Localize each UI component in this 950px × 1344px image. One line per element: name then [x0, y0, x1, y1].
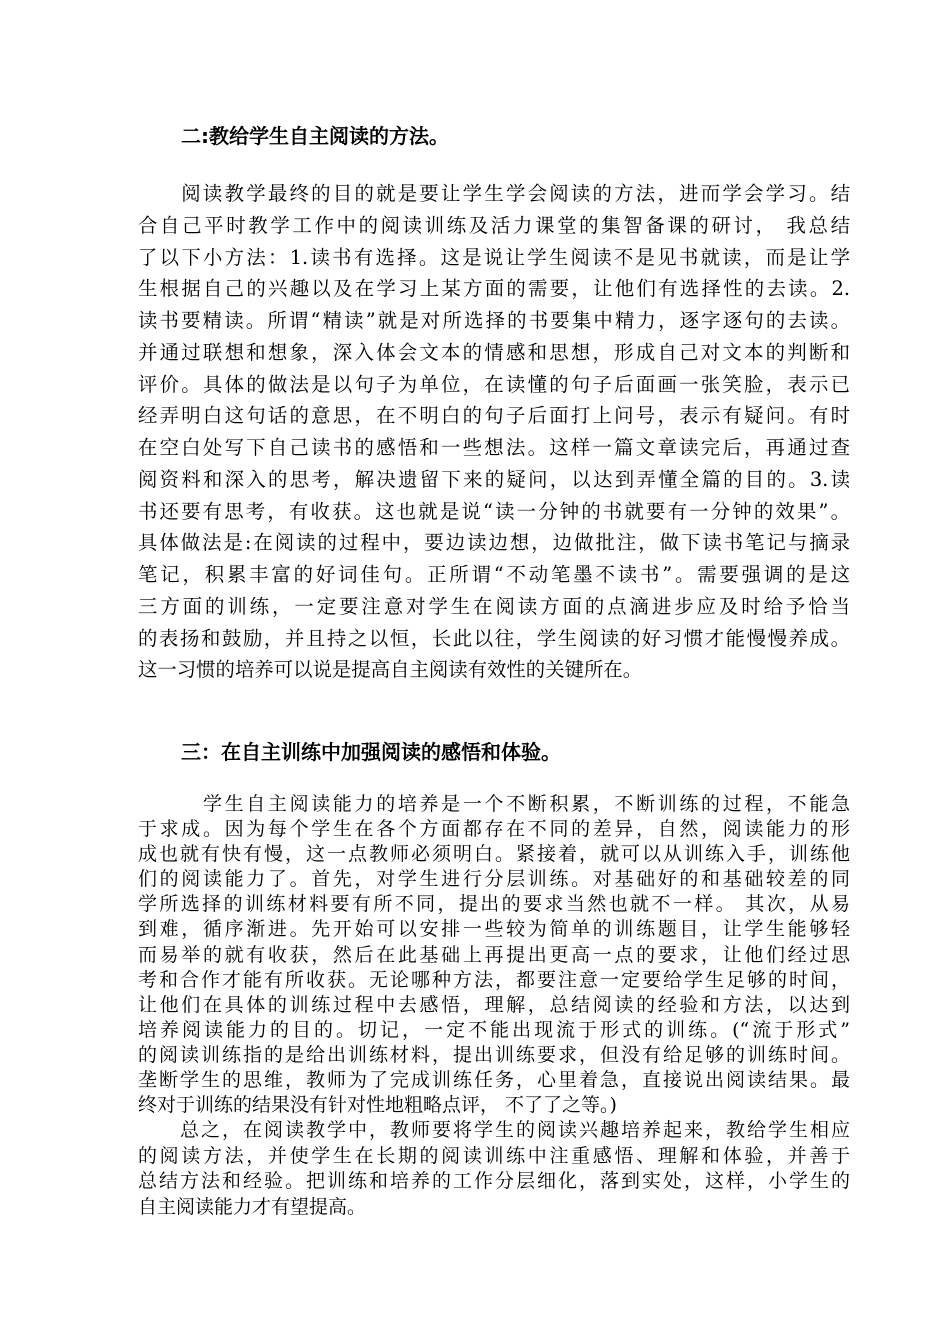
- paragraph-line: 让他们在具体的训练过程中去感悟，理解，总结阅读的经验和方法，以达到: [138, 993, 850, 1016]
- paragraph-line: 总结方法和经验。把训练和培养的工作分层细化，落到实处，这样，小学生的: [138, 1170, 850, 1193]
- paragraph-line: 学生自主阅读能力的培养是一个不断积累，不断训练的过程，不能急: [138, 793, 850, 815]
- paragraph-line: 考和合作才能有所收获。无论哪种方法，都要注意一定要给学生足够的时间，: [138, 968, 850, 991]
- conclusion-paragraph: [138, 1118, 850, 1220]
- paragraph-line: 们的阅读能力了。首先，对学生进行分层训练。对基础好的和基础较差的同: [138, 868, 850, 891]
- paragraph-line: 自主阅读能力才有望提高。: [138, 1195, 367, 1218]
- paragraph-line: 的阅读方法，并使学生在长期的阅读训练中注重感悟、理解和体验，并善于: [138, 1144, 850, 1167]
- paragraph-line: 总之，在阅读教学中，教师要将学生的阅读兴趣培养起来，教给学生相应: [138, 1119, 850, 1141]
- section-3-paragraph: [138, 792, 850, 1118]
- paragraph-line: 培养阅读能力的目的。切记，一定不能出现流于形式的训练。(“流于形式”: [138, 1018, 850, 1041]
- section-2-paragraph: [138, 178, 850, 686]
- paragraph-line: 的阅读训练指的是给出训练材料，提出训练要求，但没有给足够的训练时间。: [138, 1043, 850, 1066]
- paragraph-line: 了以下小方法：1.读书有选择。这是说让学生阅读不是见书就读，而是让学: [138, 245, 850, 269]
- paragraph-line: 在空白处写下自己读书的感悟和一些想法。这样一篇文章读完后，再通过查: [138, 436, 850, 459]
- paragraph-line: 具体做法是:在阅读的过程中，要边读边想，边做批注，做下读书笔记与摘录: [138, 531, 850, 555]
- paragraph-line: 经弄明白这句话的意思，在不明白的句子后面打上问号，表示有疑问。有时: [138, 404, 850, 428]
- paragraph-line: 于求成。因为每个学生在各个方面都存在不同的差异，自然，阅读能力的形: [138, 818, 850, 841]
- paragraph-line: 到难，循序渐进。先开始可以安排一些较为简单的训练题目，让学生能够轻: [138, 918, 850, 941]
- paragraph-line: 阅读教学最终的目的就是要让学生学会阅读的方法，进而学会学习。结: [138, 182, 850, 205]
- paragraph-line: 垄断学生的思维，教师为了完成训练任务，心里着急，直接说出阅读结果。最: [138, 1069, 850, 1092]
- paragraph-line: 而易举的就有收获，然后在此基础上再提出更高一点的要求，让他们经过思: [138, 943, 850, 966]
- section-3-heading: 三：在自主训练中加强阅读的感悟和体验。: [181, 740, 561, 764]
- paragraph-line: 三方面的训练，一定要注意对学生在阅读方面的点滴进步应及时给予恰当: [138, 594, 850, 618]
- section-2-heading: 二:教给学生自主阅读的方法。: [181, 124, 449, 148]
- paragraph-line: 这一习惯的培养可以说是提高自主阅读有效性的关键所在。: [138, 658, 643, 682]
- paragraph-line: 合自己平时教学工作中的阅读训练及活力课堂的集智备课的研讨， 我总结: [138, 213, 850, 237]
- paragraph-line: 阅资料和深入的思考，解决遗留下来的疑问，以达到弄懂全篇的目的。3.读: [138, 467, 850, 491]
- paragraph-line: 生根据自己的兴趣以及在学习上某方面的需要，让他们有选择性的去读。2.: [138, 277, 850, 301]
- paragraph-line: 成也就有快有慢，这一点教师必须明白。紧接着，就可以从训练入手，训练他: [138, 843, 850, 866]
- paragraph-line: 评价。具体的做法是以句子为单位，在读懂的句子后面画一张笑脸，表示已: [138, 372, 850, 396]
- paragraph-line: 终对于训练的结果没有针对性地粗略点评， 不了了之等。): [138, 1094, 617, 1117]
- paragraph-line: 书还要有思考，有收获。这也就是说“读一分钟的书就要有一分钟的效果”。: [138, 499, 850, 523]
- paragraph-line: 并通过联想和想象，深入体会文本的情感和思想，形成自己对文本的判断和: [138, 340, 850, 364]
- paragraph-line: 笔记，积累丰富的好词佳句。正所谓“不动笔墨不读书”。需要强调的是这: [138, 563, 850, 586]
- paragraph-line: 学所选择的训练材料要有所不同，提出的要求当然也就不一样。 其次，从易: [138, 893, 850, 916]
- paragraph-line: 的表扬和鼓励，并且持之以恒，长此以往，学生阅读的好习惯才能慢慢养成。: [138, 626, 850, 650]
- paragraph-line: 读书要精读。所谓“精读”就是对所选择的书要集中精力，逐字逐句的去读。: [138, 309, 850, 332]
